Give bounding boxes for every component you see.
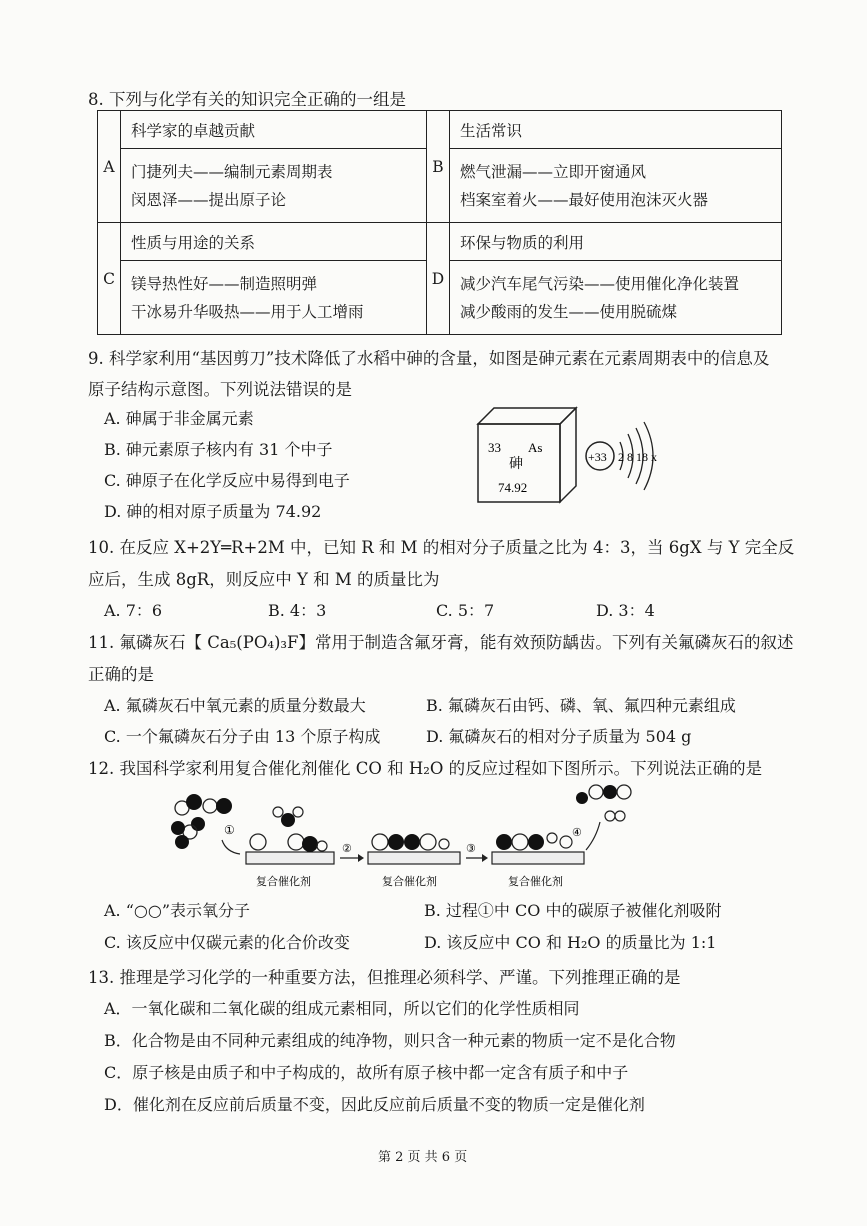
product-molecules (576, 785, 631, 821)
shell-electron-counts: 2 8 18 x (618, 450, 657, 464)
element-mass: 74.92 (498, 480, 528, 495)
catalyst-bar-1 (246, 852, 334, 864)
q8-b-line2: 档案室着火——最好使用泡沫灭火器 (460, 190, 709, 209)
q9-option-b: B. 砷元素原子核内有 31 个中子 (104, 440, 333, 459)
q10-option-d: D. 3：4 (596, 601, 655, 620)
q10-stem-line2: 应后，生成 8gR，则反应中 Y 和 M 的质量比为 (88, 570, 440, 589)
q8-a-line2: 闵恩泽——提出原子论 (131, 190, 287, 209)
q9-stem-line2: 原子结构示意图。下列说法错误的是 (88, 380, 352, 399)
q9-option-d: D. 砷的相对原子质量为 74.92 (104, 502, 322, 521)
q8-c-line2: 干冰易升华吸热——用于人工增雨 (131, 302, 364, 321)
q8-table (97, 110, 782, 335)
q9-option-c: C. 砷原子在化学反应中易得到电子 (104, 471, 350, 490)
step-4-marker: ④ (572, 826, 582, 839)
q10-option-b: B. 4：3 (268, 601, 327, 620)
atom-structure-diagram (584, 416, 694, 496)
q11-option-b: B. 氟磷灰石由钙、磷、氧、氟四种元素组成 (426, 696, 736, 715)
q8-b-header: 生活常识 (450, 111, 782, 149)
catalysis-process-diagram (160, 782, 660, 890)
q9-option-a: A. 砷属于非金属元素 (104, 409, 254, 428)
q13-option-d: D．催化剂在反应前后质量不变，因此反应前后质量不变的物质一定是催化剂 (104, 1095, 645, 1114)
element-atomic-number: 33 (488, 440, 501, 455)
nucleus-charge: +33 (588, 450, 607, 464)
step-1-marker: ① (224, 823, 235, 837)
element-tile-diagram (476, 406, 580, 504)
q8-d-body (450, 261, 782, 335)
q12-option-a: A. “○○”表示氧分子 (104, 901, 251, 920)
q8-d-line2: 减少酸雨的发生——使用脱硫煤 (460, 302, 678, 321)
q13-option-c: C．原子核是由质子和中子构成的，故所有原子核中都一定含有质子和中子 (104, 1063, 629, 1082)
q8-b-body (450, 149, 782, 223)
q10-option-c: C. 5：7 (436, 601, 495, 620)
q13-stem: 13. 推理是学习化学的一种重要方法，但推理必须科学、严谨。下列推理正确的是 (88, 968, 681, 987)
q8-a-header: 科学家的卓越贡献 (121, 111, 427, 149)
catalyst-bar-3 (492, 852, 584, 864)
q8-label-c: C (98, 223, 121, 335)
element-name: 砷 (509, 456, 523, 472)
q11-option-c: C. 一个氟磷灰石分子由 13 个原子构成 (104, 727, 381, 746)
step-2-marker: ② (342, 842, 352, 855)
q8-label-b: B (427, 111, 450, 223)
catalyst-label-3: 复合催化剂 (508, 875, 563, 888)
q12-option-b: B. 过程①中 CO 中的碳原子被催化剂吸附 (424, 901, 722, 920)
q11-stem-line1: 11. 氟磷灰石【 Ca₅(PO₄)₃F】常用于制造含氟牙膏，能有效预防龋齿。下列有关氟磷灰石的叙述 (88, 633, 794, 652)
q8-d-header: 环保与物质的利用 (450, 223, 782, 261)
q8-stem: 8. 下列与化学有关的知识完全正确的一组是 (88, 90, 406, 109)
q8-c-body (121, 261, 427, 335)
q11-stem-line2: 正确的是 (88, 665, 154, 684)
catalyst-label-2: 复合催化剂 (382, 875, 437, 888)
q8-b-line1: 燃气泄漏——立即开窗通风 (460, 162, 647, 181)
q10-option-a: A. 7：6 (104, 601, 163, 620)
q8-d-line1: 减少汽车尾气污染——使用催化净化装置 (460, 274, 740, 293)
q8-label-d: D (427, 223, 450, 335)
reactant-molecules (171, 794, 303, 849)
step-3-marker: ③ (466, 842, 476, 855)
q11-option-d: D. 氟磷灰石的相对分子质量为 504 g (426, 727, 692, 746)
catalyst-label-1: 复合催化剂 (256, 875, 311, 888)
q12-stem: 12. 我国科学家利用复合催化剂催化 CO 和 H₂O 的反应过程如下图所示。下列说法正确的是 (88, 759, 763, 778)
q8-c-line1: 镁导热性好——制造照明弹 (131, 274, 318, 293)
arrow-1-icon (222, 840, 240, 854)
page-footer: 第 2 页 共 6 页 (378, 1150, 468, 1165)
q8-a-line1: 门捷列夫——编制元素周期表 (131, 162, 333, 181)
q13-option-b: B．化合物是由不同种元素组成的纯净物，则只含一种元素的物质一定不是化合物 (104, 1031, 676, 1050)
element-symbol: As (528, 440, 543, 455)
q8-label-a: A (98, 111, 121, 223)
q11-option-a: A. 氟磷灰石中氧元素的质量分数最大 (104, 696, 366, 715)
q9-stem-line1: 9. 科学家利用“基因剪刀”技术降低了水稻中砷的含量，如图是砷元素在元素周期表中的信息及 (88, 349, 770, 368)
q8-a-body (121, 149, 427, 223)
q8-c-header: 性质与用途的关系 (121, 223, 427, 261)
q13-option-a: A．一氧化碳和二氧化碳的组成元素相同，所以它们的化学性质相同 (104, 999, 580, 1018)
q10-stem-line1: 10. 在反应 X+2Y═R+2M 中，已知 R 和 M 的相对分子质量之比为 4：3，当 6gX 与 Y 完全反 (88, 538, 795, 557)
arrow-4-icon (586, 822, 600, 850)
catalyst-bar-2 (368, 852, 460, 864)
q12-option-d: D. 该反应中 CO 和 H₂O 的质量比为 1:1 (424, 933, 717, 952)
q12-option-c: C. 该反应中仅碳元素的化合价改变 (104, 933, 350, 952)
